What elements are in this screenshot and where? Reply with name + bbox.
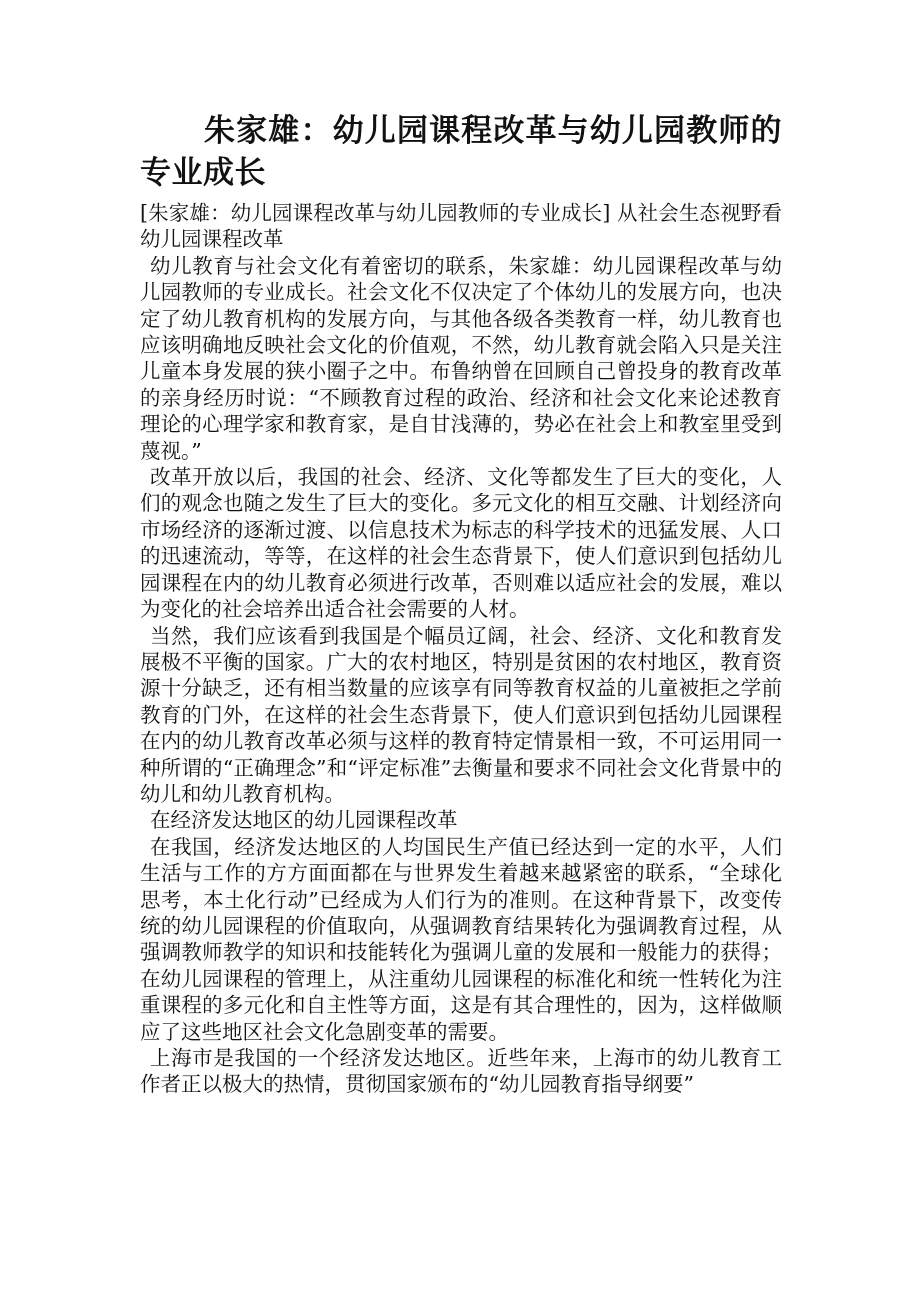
section-heading: 在经济发达地区的幼儿园课程改革 xyxy=(150,808,458,833)
paragraph-1: 幼儿教育与社会文化有着密切的联系，朱家雄：幼儿园课程改革与幼儿园教师的专业成长。社会文化不仅决定了个体幼儿的发展方向，也决定了幼儿教育机构的发展方向，与其他各级各类教育一样，幼儿教育也应该明确地反映社会文化的价值观，不然，幼儿教育就会陷入只是关注儿童本身发展的狭小圈子之中。布鲁纳曾在回顾自己曾投身的教育改革的亲身经历时说：“不顾教育过程的政治、经济和社会文化来论述教育理论的心理学家和教育家，是自甘浅薄的，势必在社会上和教室里受到蔑视。” xyxy=(140,253,782,463)
paragraph-5: 上海市是我国的一个经济发达地区。近些年来，上海市的幼儿教育工作者正以极大的热情，贯彻国家颁布的“幼儿园教育指导纲要” xyxy=(140,1046,782,1097)
paragraph-2: 改革开放以后，我国的社会、经济、文化等都发生了巨大的变化，人们的观念也随之发生了巨大的变化。多元文化的相互交融、计划经济向市场经济的逐渐过渡、以信息技术为标志的科学技术的迅猛发展、人口的迅速流动，等等，在这样的社会生态背景下，使人们意识到包括幼儿园课程在内的幼儿教育必须进行改革，否则难以适应社会的发展，难以为变化的社会培养出适合社会需要的人材。 xyxy=(140,465,782,622)
paragraph-4: 在我国，经济发达地区的人均国民生产值已经达到一定的水平，人们生活与工作的方方面面都在与世界发生着越来越紧密的联系，“全球化思考，本土化行动”已经成为人们行为的准则。在这种背景下，改变传统的幼儿园课程的价值取向，从强调教育结果转化为强调教育过程，从强调教师教学的知识和技能转化为强调儿童的发展和一般能力的获得；在幼儿园课程的管理上，从注重幼儿园课程的标准化和统一性转化为注重课程的多元化和自主性等方面，这是有其合理性的，因为，这样做顺应了这些地区社会文化急剧变革的需要。 xyxy=(140,834,782,1044)
paragraph-3: 当然，我们应该看到我国是个幅员辽阔，社会、经济、文化和教育发展极不平衡的国家。广大的农村地区，特别是贫困的农村地区，教育资源十分缺乏，还有相当数量的应该享有同等教育权益的儿童被拒之学前教育的门外，在这样的社会生态背景下，使人们意识到包括幼儿园课程在内的幼儿教育改革必须与这样的教育特定情景相一致，不可运用同一种所谓的“正确理念”和“评定标准”去衡量和要求不同社会文化背景中的幼儿和幼儿教育机构。 xyxy=(140,623,782,806)
document-page xyxy=(140,110,782,1098)
document-title: 朱家雄：幼儿园课程改革与幼儿园教师的专业成长 xyxy=(140,113,782,191)
source-line: [朱家雄：幼儿园课程改革与幼儿园教师的专业成长] 从社会生态视野看幼儿园课程改革 xyxy=(140,201,782,252)
